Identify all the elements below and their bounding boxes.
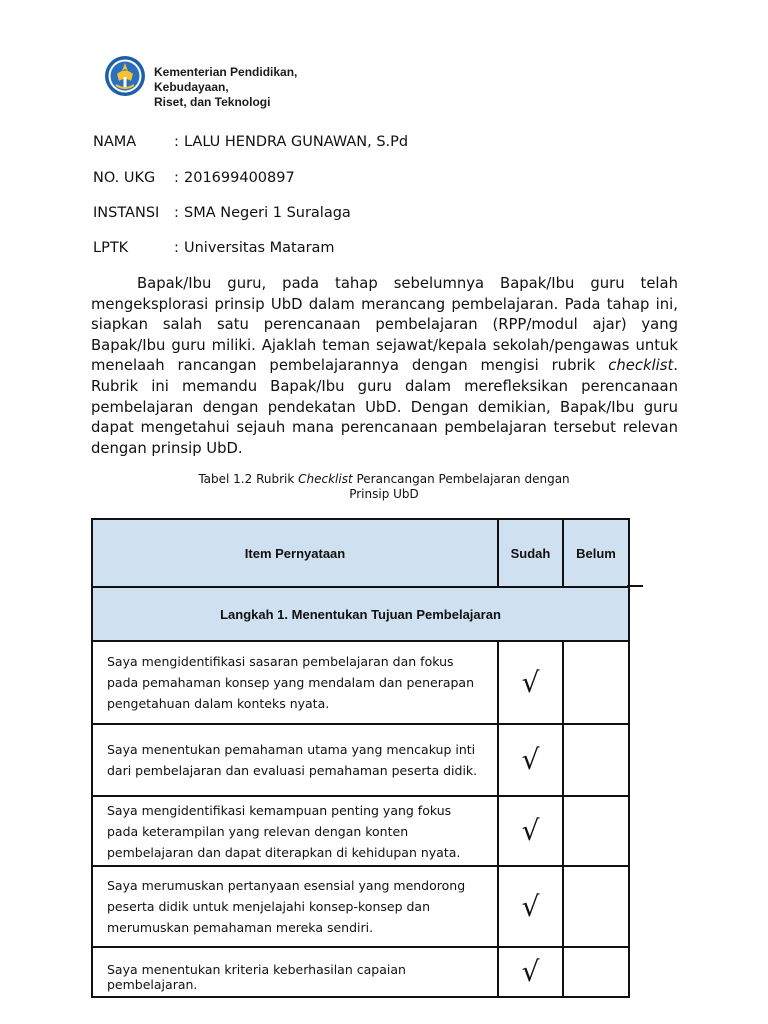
statement-cell: Saya menentukan pemahaman utama yang mencakup inti dari pembelajaran dan evaluasi pemahaman peserta didik. [92, 724, 498, 796]
header-belum: Belum [563, 519, 629, 587]
table-row [92, 641, 629, 724]
sudah-checkmark: √ [498, 866, 563, 947]
step-title: Langkah 1. Menentukan Tujuan Pembelajaran [92, 587, 629, 641]
belum-cell [563, 866, 629, 947]
belum-cell [563, 641, 629, 724]
identity-value: LALU HENDRA GUNAWAN, S.Pd [184, 134, 409, 150]
ministry-name-line2: Riset, dan Teknologi [154, 95, 271, 109]
statement-cell: Saya menentukan kriteria keberhasilan capaian pembelajaran. [92, 947, 498, 997]
caption-line1 [170, 472, 598, 487]
identity-colon: : [174, 240, 179, 256]
table-caption [170, 472, 598, 502]
caption-suffix: Perancangan Pembelajaran dengan [352, 472, 570, 486]
statement-cell: Saya merumuskan pertanyaan esensial yang mendorong peserta didik untuk menjelajahi konsep-konsep dan merumuskan pemahaman mereka sendiri. [92, 866, 498, 947]
paragraph-italic-term: checklist [608, 357, 674, 375]
table-row [92, 947, 629, 997]
belum-cell [563, 724, 629, 796]
header-item-statement: Item Pernyataan [92, 519, 498, 587]
caption-prefix: Tabel 1.2 Rubrik [198, 472, 299, 486]
identity-value: Universitas Mataram [184, 240, 335, 256]
identity-value: 201699400897 [184, 170, 295, 186]
belum-cell [563, 947, 629, 997]
ministry-logo [104, 54, 374, 109]
ministry-name [154, 65, 374, 110]
caption-italic-term: Checklist [298, 472, 353, 486]
identity-colon: : [174, 170, 179, 186]
identity-colon: : [174, 134, 179, 150]
table-row [92, 866, 629, 947]
belum-cell [563, 796, 629, 866]
instruction-paragraph [91, 274, 678, 459]
identity-colon: : [174, 205, 179, 221]
table-header-row [92, 519, 629, 587]
sudah-checkmark: √ [498, 724, 563, 796]
identity-label: INSTANSI [93, 205, 160, 221]
step-row [92, 587, 629, 641]
paragraph-text-start: Bapak/Ibu guru, pada tahap sebelumnya Bapak/Ibu guru telah mengeksplorasi prinsip UbD dalam merancang pembelajaran. Pada tahap ini, siapkan salah satu perencanaan pembelajaran (RPP/modul ajar) yang Bapak/Ibu guru miliki. Ajaklah teman sejawat/kepala sekolah/pengawas untuk menelaah rancangan pembelajarannya dengan mengisi rubrik [91, 275, 678, 375]
statement-cell: Saya mengidentifikasi kemampuan penting yang fokus pada keterampilan yang relevan dengan konten pembelajaran dan dapat diterapkan di kehidupan nyata. [92, 796, 498, 866]
identity-label: NO. UKG [93, 170, 156, 186]
rubric-table [91, 518, 630, 998]
header-border-extension [627, 585, 643, 587]
sudah-checkmark: √ [498, 796, 563, 866]
identity-value: SMA Negeri 1 Suralaga [184, 205, 351, 221]
table-row [92, 724, 629, 796]
sudah-checkmark: √ [498, 641, 563, 724]
ministry-name-line1: Kementerian Pendidikan, Kebudayaan, [154, 65, 298, 94]
statement-cell: Saya mengidentifikasi sasaran pembelajaran dan fokus pada pemahaman konsep yang mendalam dan penerapan pengetahuan dalam konteks nyata. [92, 641, 498, 724]
identity-label: NAMA [93, 134, 137, 150]
paragraph-text-end: . Rubrik ini memandu Bapak/Ibu guru dalam merefleksikan perencanaan pembelajaran dengan pendekatan UbD. Dengan demikian, Bapak/Ibu guru dapat mengetahui sejauh mana perencanaan pembelajaran tersebut relevan dengan prinsip UbD. [91, 357, 678, 457]
table-row [92, 796, 629, 866]
tut-wuri-handayani-emblem-icon [104, 54, 146, 98]
identity-label: LPTK [93, 240, 129, 256]
sudah-checkmark: √ [498, 947, 563, 997]
header-sudah: Sudah [498, 519, 563, 587]
caption-line2: Prinsip UbD [349, 487, 419, 501]
